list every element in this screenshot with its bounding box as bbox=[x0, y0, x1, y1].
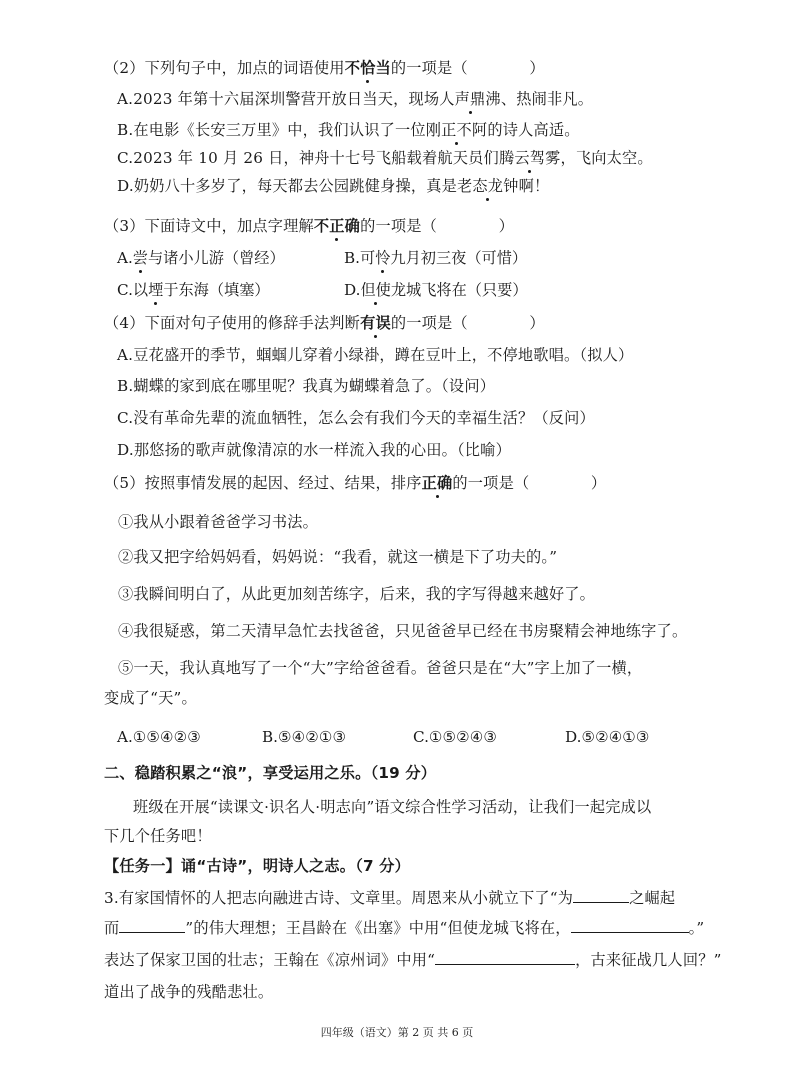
q2-keyword: 不恰当 bbox=[344, 59, 391, 77]
blank-4[interactable] bbox=[435, 950, 575, 965]
q3-fill-line-1: 3.有家国情怀的人把志向融进古诗、文章里。周恩来从小就立下了“为 之崛起 bbox=[104, 889, 676, 907]
q3-option-b: B.可怜九月初三夜（可惜） bbox=[344, 249, 528, 267]
blank-2[interactable] bbox=[119, 918, 185, 933]
q5-option-b: B.⑤④②①③ bbox=[262, 728, 347, 746]
q2-option-b: B.在电影《长安三万里》中，我们认识了一位刚正不阿的诗人高适。 bbox=[117, 121, 580, 139]
q5-sentence-1: ①我从小跟着爸爸学习书法。 bbox=[118, 513, 319, 531]
q3-option-a: A.尝与诸小儿游（曾经） bbox=[117, 249, 285, 267]
q4-option-a: A.豆花盛开的季节，蝈蝈儿穿着小绿褂，蹲在豆叶上，不停地歌唱。（拟人） bbox=[117, 346, 634, 364]
q3-keyword: 不正确 bbox=[313, 217, 361, 235]
task-1-heading: 【任务一】诵“古诗”，明诗人之志。（7 分） bbox=[104, 857, 410, 875]
section-2-intro-cont: 下几个任务吧！ bbox=[104, 827, 212, 845]
q3-fill-line-3: 表达了保家卫国的壮志；王翰在《凉州词》中用“ ，古来征战几人回？” bbox=[104, 951, 722, 969]
q5-sentence-2: ②我又把字给妈妈看，妈妈说：“我看，就这一横是下了功夫的。” bbox=[118, 548, 558, 566]
q5-sentence-5: ⑤一天，我认真地写了一个“大”字给爸爸看。爸爸只是在“大”字上加了一横， bbox=[118, 659, 643, 677]
page-footer: 四年级（语文）第 2 页 共 6 页 bbox=[320, 1026, 474, 1039]
q5-sentence-3: ③我瞬间明白了，从此更加刻苦练字，后来，我的字写得越来越好了。 bbox=[118, 585, 596, 603]
q3-option-d: D.但使龙城飞将在（只要） bbox=[344, 281, 528, 299]
q2-option-d: D.奶奶八十多岁了，每天都去公园跳健身操，真是老态龙钟啊！ bbox=[117, 177, 550, 195]
section-2-intro: 班级在开展“读课文·识名人·明志向”语文综合性学习活动，让我们一起完成以 bbox=[133, 798, 652, 816]
q2-option-c: C.2023 年 10 月 26 日，神舟十七号飞船载着航天员们腾云驾雾，飞向太空。 bbox=[117, 149, 653, 167]
q2-stem: （2）下列句子中，加点的词语使用不恰当的一项是（ ） bbox=[104, 59, 545, 77]
q5-option-a: A.①⑤④②③ bbox=[117, 728, 201, 746]
section-2-heading: 二、稳踏积累之“浪”，享受运用之乐。（19 分） bbox=[104, 764, 437, 782]
q4-option-c: C.没有革命先辈的流血牺牲，怎么会有我们今天的幸福生活？（反问） bbox=[117, 409, 595, 427]
q3-fill-line-2: 而 ”的伟大理想；王昌龄在《出塞》中用“但使龙城飞将在， 。” bbox=[104, 919, 705, 937]
q4-option-b: B.蝴蝶的家到底在哪里呢？我真为蝴蝶着急了。（设问） bbox=[117, 377, 496, 395]
q4-keyword: 有误 bbox=[360, 314, 391, 332]
q4-stem: （4）下面对句子使用的修辞手法判断有误的一项是（ ） bbox=[104, 314, 545, 332]
q4-option-d: D.那悠扬的歌声就像清凉的水一样流入我的心田。（比喻） bbox=[117, 441, 511, 459]
q3-stem: （3）下面诗文中，加点字理解不正确的一项是（ ） bbox=[104, 217, 514, 235]
q5-option-d: D.⑤②④①③ bbox=[565, 728, 650, 746]
q5-stem: （5）按照事情发展的起因、经过、结果，排序正确的一项是（ ） bbox=[104, 474, 607, 492]
blank-1[interactable] bbox=[573, 888, 629, 903]
q5-option-c: C.①⑤②④③ bbox=[413, 728, 497, 746]
q3-fill-line-4: 道出了战争的残酷悲壮。 bbox=[104, 983, 274, 1001]
q5-keyword: 正确 bbox=[421, 474, 453, 492]
q5-sentence-5-cont: 变成了“天”。 bbox=[104, 689, 197, 707]
blank-3[interactable] bbox=[571, 918, 689, 933]
q2-option-a: A.2023 年第十六届深圳警营开放日当天，现场人声鼎沸、热闹非凡。 bbox=[117, 90, 594, 108]
q5-sentence-4: ④我很疑惑，第二天清早急忙去找爸爸，只见爸爸早已经在书房聚精会神地练字了。 bbox=[118, 622, 688, 640]
q3-option-c: C.以堙于东海（填塞） bbox=[117, 281, 270, 299]
